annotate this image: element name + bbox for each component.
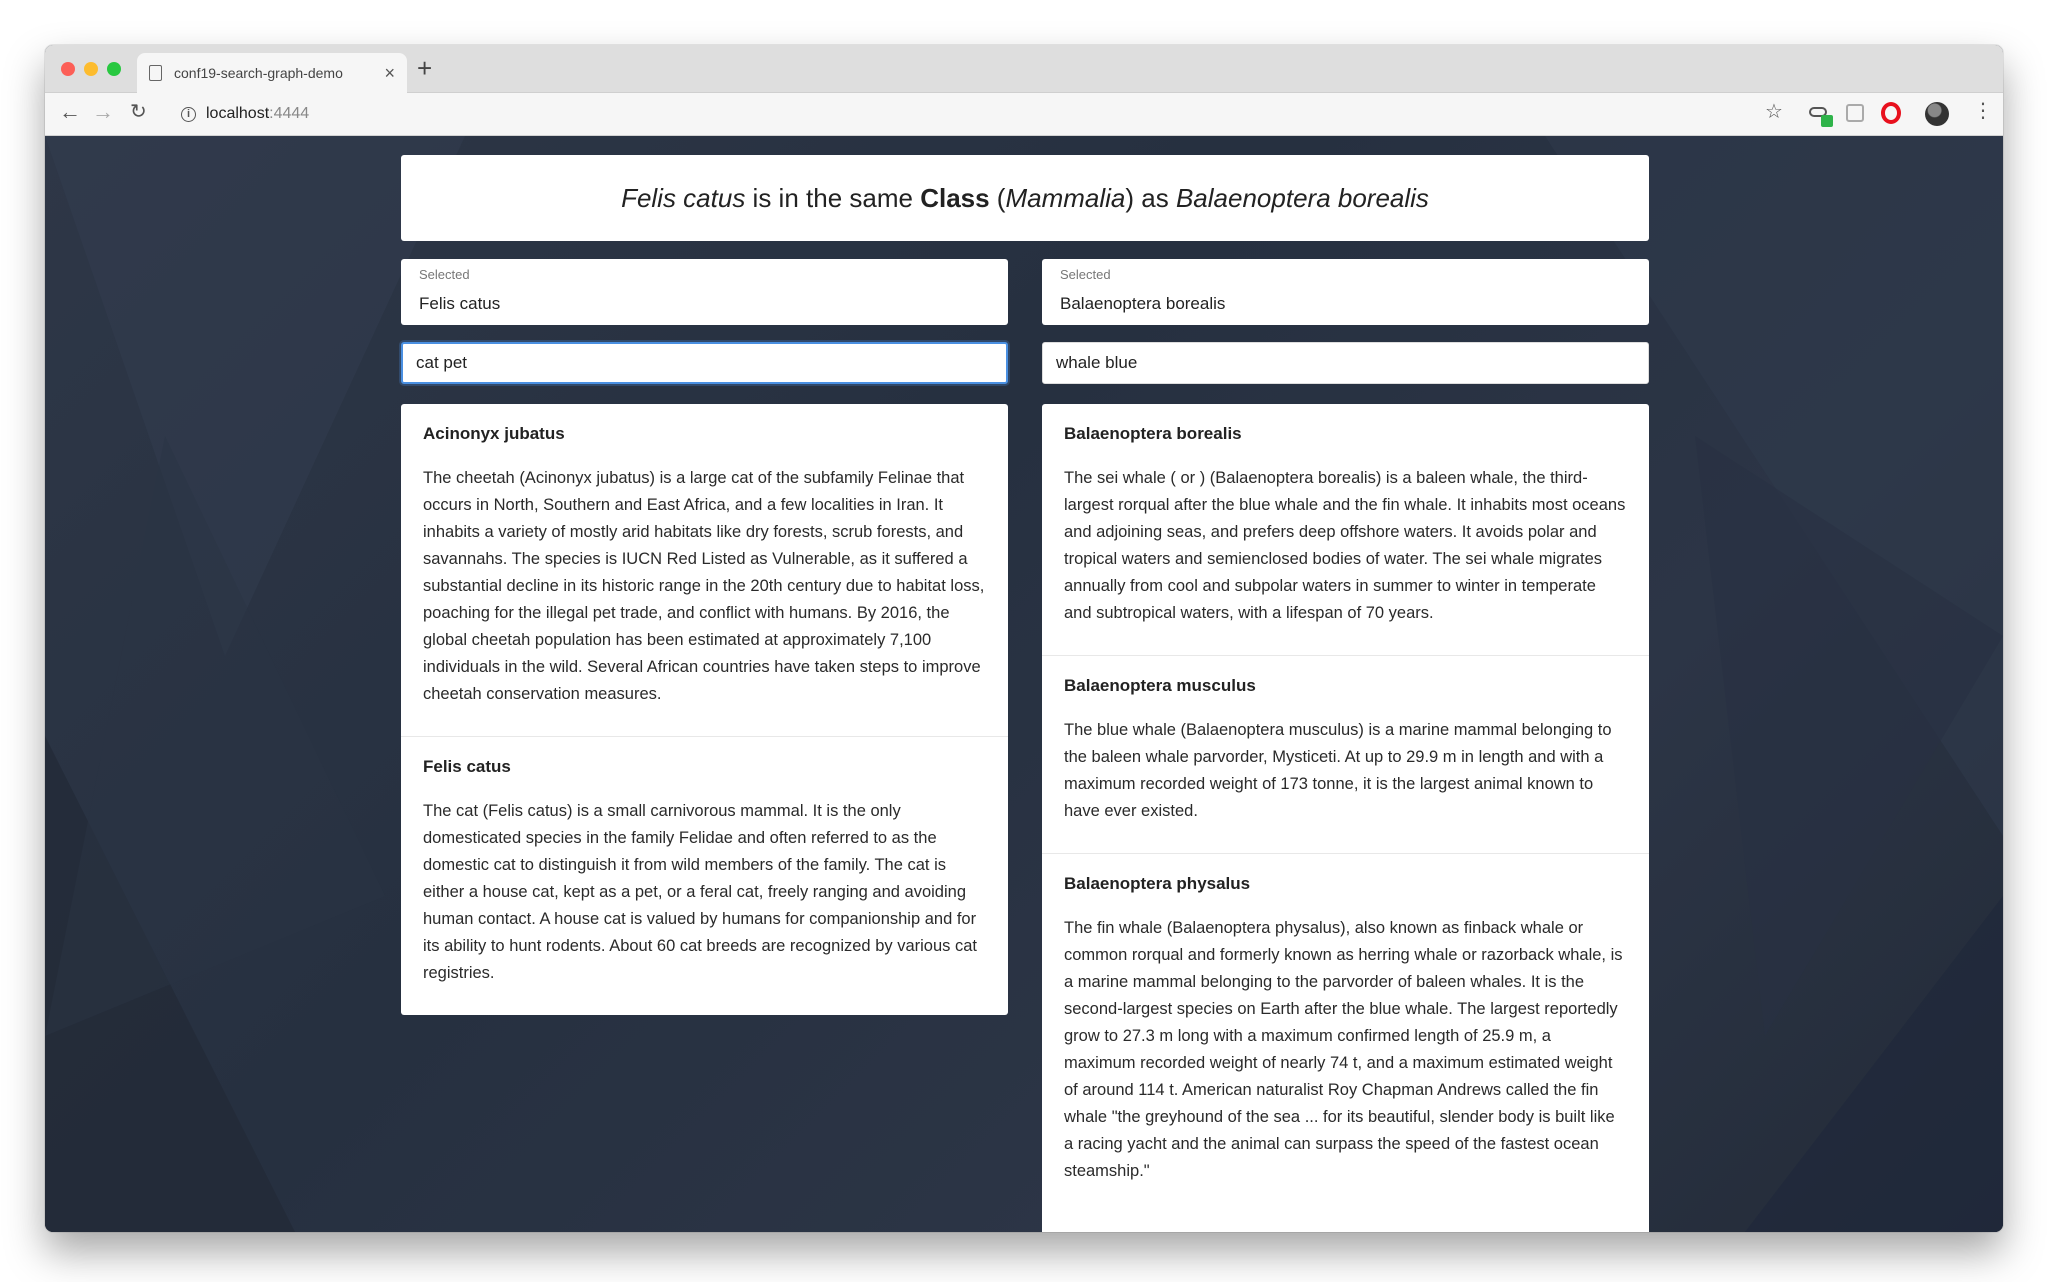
left-selected-value: Felis catus bbox=[419, 294, 501, 313]
extension-cloud-icon[interactable] bbox=[1809, 103, 1831, 125]
background-pattern bbox=[45, 136, 2003, 1232]
document-icon bbox=[149, 65, 162, 81]
result-title: Felis catus bbox=[423, 757, 511, 776]
bookmark-star-icon[interactable]: ☆ bbox=[1765, 101, 1783, 123]
info-icon[interactable]: i bbox=[181, 107, 196, 122]
reload-icon[interactable]: ↻ bbox=[130, 101, 147, 123]
result-description: The blue whale (Balaenoptera musculus) is a marine mammal belonging to the baleen whale parvorder, Mysticeti. At up to 29.9 m in length and with a maximum recorded weight of 173 tonne, it is the largest animal known to have ever existed. bbox=[1064, 721, 1612, 820]
header-phrase-2: ) as bbox=[1125, 182, 1176, 213]
browser-window bbox=[45, 45, 2003, 1232]
close-window-button[interactable] bbox=[61, 62, 75, 76]
result-title: Acinonyx jubatus bbox=[423, 424, 565, 443]
left-selected-card[interactable] bbox=[401, 259, 1008, 325]
result-description: The cat (Felis catus) is a small carnivorous mammal. It is the only domesticated species in the family Felidae and often referred to as the domestic cat to distinguish it from wild members of the family. The cat is either a house cat, kept as a pet, or a feral cat, freely ranging and avoiding human contact. A house cat is valued by humans for companionship and for its ability to hunt rodents. About 60 cat breeds are recognized by various cat registries. bbox=[423, 802, 977, 982]
address-bar[interactable] bbox=[167, 98, 1767, 130]
minimize-window-button[interactable] bbox=[84, 62, 98, 76]
browser-titlebar bbox=[45, 45, 2003, 93]
header-subject: Felis catus bbox=[621, 182, 746, 213]
list-item[interactable] bbox=[1042, 404, 1649, 656]
header-paren-open: ( bbox=[989, 182, 1006, 213]
result-title: Balaenoptera physalus bbox=[1064, 874, 1251, 893]
right-selected-value: Balaenoptera borealis bbox=[1060, 294, 1226, 313]
result-description: The fin whale (Balaenoptera physalus), also known as finback whale or common rorqual and formerly known as herring whale or razorback whale, is a marine mammal belonging to the parvorder of baleen whales. It is the second-largest species on Earth after the blue whale. The largest reportedly grow to 27.3 m long with a maximum confirmed length of 25.9 m, a maximum recorded weight of nearly 74 t, and a maximum estimated weight of around 114 t. American naturalist Roy Chapman Andrews called the fin whale "the greyhound of the sea ... for its beautiful, slender body is built like a racing yacht and the animal can surpass the speed of the fastest ocean steamship." bbox=[1064, 919, 1623, 1180]
result-description: The sei whale ( or ) (Balaenoptera borealis) is a baleen whale, the third-largest rorqual after the blue whale and the fin whale. It inhabits most oceans and adjoining seas, and prefers deep offshore waters. It avoids polar and tropical waters and semienclosed bodies of water. The sei whale migrates annually from cool and subpolar waters in summer to winter in temperate and subtropical waters, with a lifespan of 70 years. bbox=[1064, 469, 1626, 622]
result-title: Balaenoptera musculus bbox=[1064, 676, 1256, 695]
browser-toolbar bbox=[45, 93, 2003, 136]
tab-title: conf19-search-graph-demo bbox=[174, 65, 343, 81]
result-title: Balaenoptera borealis bbox=[1064, 424, 1242, 443]
forward-arrow-icon[interactable]: → bbox=[92, 99, 114, 124]
profile-avatar[interactable] bbox=[1925, 102, 1949, 126]
right-search-input[interactable] bbox=[1042, 342, 1649, 384]
page-viewport bbox=[45, 136, 2003, 1232]
header-phrase-1: is in the same bbox=[745, 182, 921, 213]
right-selected-label: Selected bbox=[1060, 267, 1111, 282]
list-item[interactable] bbox=[401, 737, 1008, 1015]
menu-dots-icon[interactable]: ⋮ bbox=[1973, 100, 1993, 122]
back-arrow-icon[interactable]: ← bbox=[59, 99, 81, 124]
right-results-list bbox=[1042, 404, 1649, 1232]
right-selected-card[interactable] bbox=[1042, 259, 1649, 325]
left-search-input[interactable] bbox=[401, 342, 1008, 384]
extension-box-icon[interactable] bbox=[1846, 104, 1864, 122]
browser-tab[interactable] bbox=[137, 53, 407, 93]
left-selected-label: Selected bbox=[419, 267, 470, 282]
header-rank: Class bbox=[920, 182, 990, 213]
header-taxon: Mammalia bbox=[1005, 182, 1126, 213]
url-port: :4444 bbox=[269, 105, 310, 122]
tab-close-icon[interactable]: × bbox=[384, 63, 395, 83]
list-item[interactable] bbox=[1042, 656, 1649, 854]
header-object: Balaenoptera borealis bbox=[1175, 182, 1429, 213]
new-tab-button[interactable]: + bbox=[417, 53, 433, 83]
list-item[interactable] bbox=[1042, 854, 1649, 1213]
maximize-window-button[interactable] bbox=[107, 62, 121, 76]
result-description: The cheetah (Acinonyx jubatus) is a large cat of the subfamily Felinae that occurs in North, Southern and East Africa, and a few localities in Iran. It inhabits a variety of mostly arid habitats like dry forests, scrub forests, and savannahs. The species is IUCN Red Listed as Vulnerable, as it suffered a substantial decline in its historic range in the 20th century due to habitat loss, poaching for the illegal pet trade, and conflict with humans. By 2016, the global cheetah population has been estimated at approximately 7,100 individuals in the wild. Several African countries have taken steps to improve cheetah conservation measures. bbox=[423, 469, 985, 703]
opera-icon[interactable] bbox=[1881, 102, 1901, 124]
list-item[interactable] bbox=[401, 404, 1008, 737]
url-host: localhost bbox=[206, 105, 270, 122]
left-results-list bbox=[401, 404, 1008, 1015]
relationship-header bbox=[401, 155, 1649, 241]
